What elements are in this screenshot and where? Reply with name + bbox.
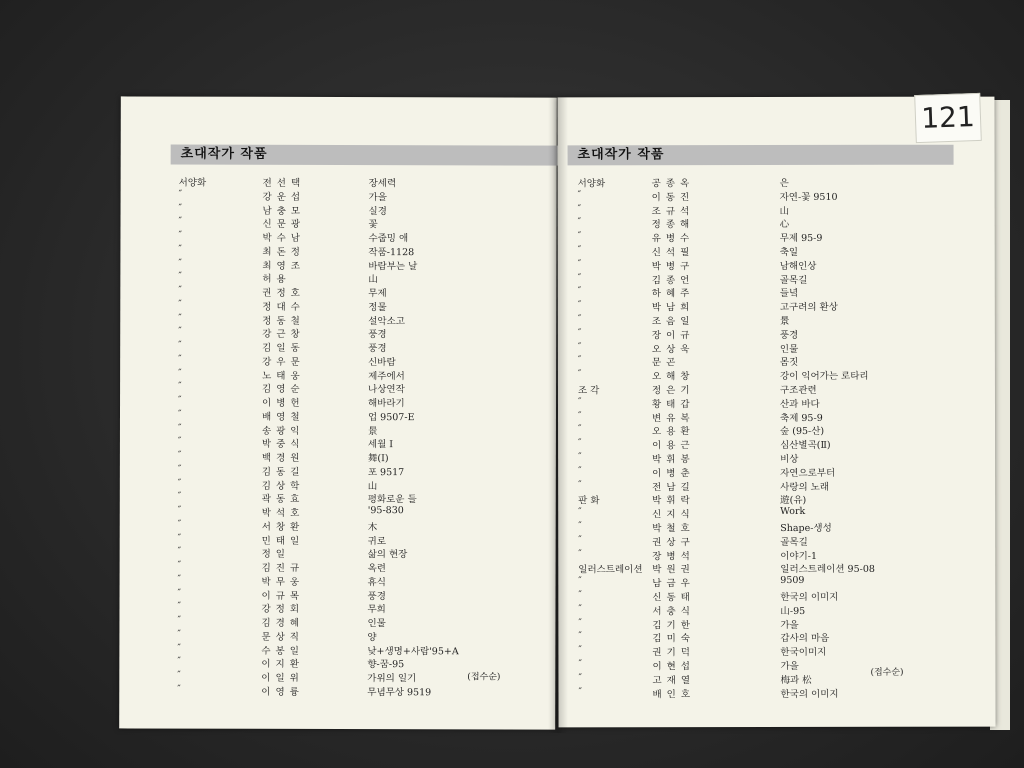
category-label: ″ xyxy=(177,504,182,516)
category-label: ″ xyxy=(577,396,582,408)
artist-name: 최영조 xyxy=(262,260,305,272)
artist-name: 박원권 xyxy=(652,564,695,576)
artist-name: 노태웅 xyxy=(262,370,305,382)
work-title: 무제 95-9 xyxy=(779,233,823,245)
category-label: ″ xyxy=(177,683,181,695)
artist-name: 김영순 xyxy=(262,384,305,396)
category-label: ″ xyxy=(177,435,182,447)
work-title: 휴식 xyxy=(367,576,386,588)
artist-name: 박무웅 xyxy=(261,576,305,588)
work-title: 업 9507-E xyxy=(367,411,415,423)
work-title: 자연으로부터 xyxy=(780,467,836,479)
work-title: 골목길 xyxy=(779,274,808,286)
artist-name: 정동철 xyxy=(262,315,305,327)
left-order-note: (접수순) xyxy=(467,672,501,683)
work-title: 풍경 xyxy=(368,329,387,341)
work-title: 숲 (95-산) xyxy=(780,426,825,438)
category-label: ″ xyxy=(178,312,182,324)
work-title: 무념무상 9519 xyxy=(367,686,432,698)
work-title: 遊(유) xyxy=(780,495,807,507)
work-title: 가을 xyxy=(368,191,387,203)
artist-name: 오해창 xyxy=(651,371,695,383)
left-page xyxy=(119,96,557,729)
category-label: ″ xyxy=(578,451,582,463)
artist-name: 이규목 xyxy=(261,590,305,602)
category-label: ″ xyxy=(177,573,182,585)
artist-name: 김진규 xyxy=(261,562,305,574)
right-page-header: 초대작가 작품 xyxy=(568,145,954,166)
category-label: ″ xyxy=(177,614,182,626)
category-label: ″ xyxy=(578,506,582,518)
artist-name: 김경혜 xyxy=(261,617,304,629)
category-label: ″ xyxy=(177,600,182,612)
artist-name: 신지식 xyxy=(652,509,695,521)
artist-name: 이병춘 xyxy=(652,467,695,480)
artist-name: 강우문 xyxy=(262,356,305,368)
artist-name: 박철호 xyxy=(652,523,695,535)
work-title: 해바라기 xyxy=(368,398,405,410)
artist-name: 문곤 xyxy=(651,357,681,369)
artist-name: 민태일 xyxy=(261,535,305,547)
category-label: ″ xyxy=(178,380,182,392)
artist-name: 허용 xyxy=(262,274,291,286)
artist-name: 정은기 xyxy=(651,385,695,397)
artist-name: 박석호 xyxy=(261,507,305,519)
work-title: 풍경 xyxy=(779,329,799,341)
work-title: 인물 xyxy=(367,618,386,630)
right-order-note: (접수순) xyxy=(870,667,904,678)
work-title: 꽃 xyxy=(368,219,378,231)
book-spine xyxy=(548,97,568,733)
work-title: 제주에서 xyxy=(368,370,405,382)
artist-name: 배인호 xyxy=(652,688,696,700)
category-label: 판 화 xyxy=(578,495,600,507)
work-title: 수줍밍 애 xyxy=(368,233,409,245)
category-label: ″ xyxy=(578,547,582,559)
category-label: ″ xyxy=(177,449,182,461)
work-title: 낮+생명+사람'95+A xyxy=(367,645,459,657)
artist-name: 권상구 xyxy=(652,536,695,549)
category-label: ″ xyxy=(577,258,582,270)
artist-name: 변유복 xyxy=(652,412,695,424)
artist-name: 박휘봉 xyxy=(652,454,695,466)
category-label: ″ xyxy=(178,243,183,255)
category-label: ″ xyxy=(178,339,182,351)
artist-name: 정대수 xyxy=(262,301,305,313)
work-title: 들녘 xyxy=(779,288,799,300)
category-label: ″ xyxy=(178,215,183,227)
artist-name: 신석필 xyxy=(651,247,695,259)
category-label: ″ xyxy=(578,478,582,490)
category-label: ″ xyxy=(177,545,182,557)
category-label: ″ xyxy=(178,270,182,282)
category-label: ″ xyxy=(577,189,582,201)
artist-name: 박수남 xyxy=(262,232,306,244)
category-label: ″ xyxy=(577,327,582,339)
artist-name: 이지환 xyxy=(261,659,304,671)
artist-name: 서창환 xyxy=(261,521,305,533)
category-label: ″ xyxy=(577,313,582,325)
category-label: ″ xyxy=(577,409,582,421)
work-title: 비상 xyxy=(780,453,799,465)
work-title: 이야기-1 xyxy=(780,550,818,562)
category-label: ″ xyxy=(177,422,182,434)
category-label: ″ xyxy=(578,534,582,546)
category-label: ″ xyxy=(578,575,582,587)
category-label: ″ xyxy=(177,408,182,420)
category-label: ″ xyxy=(578,423,582,435)
artist-name: 강정회 xyxy=(261,604,305,616)
category-label: ″ xyxy=(178,188,183,200)
left-page-header: 초대작가 작품 xyxy=(171,145,593,166)
category-label: 서양화 xyxy=(577,178,606,190)
artist-name: 문상직 xyxy=(261,631,304,643)
work-title: 양 xyxy=(367,631,377,643)
artist-name: 권정호 xyxy=(262,287,305,299)
category-label: ″ xyxy=(178,298,182,310)
category-label: ″ xyxy=(177,559,182,571)
artist-name: 전남길 xyxy=(652,481,695,493)
category-label: ″ xyxy=(578,603,582,615)
artist-name: 권기덕 xyxy=(652,647,695,659)
work-title: 포 9517 xyxy=(367,466,405,478)
work-title: 삶의 현장 xyxy=(367,549,408,561)
artist-name: 송광익 xyxy=(261,425,305,437)
artist-name: 김종언 xyxy=(651,274,695,286)
category-label: ″ xyxy=(577,285,582,297)
category-label: ″ xyxy=(177,463,182,475)
artist-name: 유병수 xyxy=(651,233,695,245)
work-title: 山 xyxy=(367,480,378,492)
artist-name: 남금우 xyxy=(652,578,695,590)
category-label: ″ xyxy=(577,368,582,380)
artist-name: 장병석 xyxy=(652,550,695,562)
artist-name: 박병구 xyxy=(651,260,695,273)
work-title: 강이 익어가는 로타리 xyxy=(779,371,869,383)
artist-name: 조규석 xyxy=(651,205,695,217)
work-title: 신바람 xyxy=(368,356,396,368)
artist-name: 신문광 xyxy=(262,219,306,231)
artist-name: 김일동 xyxy=(262,342,305,354)
work-title: 풍경 xyxy=(368,343,387,355)
category-label: ″ xyxy=(177,642,181,654)
category-label: ″ xyxy=(177,655,181,667)
work-title: 한국의 이미지 xyxy=(780,591,839,603)
work-title: 木 xyxy=(367,521,378,533)
work-title: 정물 xyxy=(368,301,387,313)
work-title: 한국이미지 xyxy=(780,647,827,659)
artist-name: 강근창 xyxy=(262,329,305,341)
category-label: ″ xyxy=(177,477,182,489)
artist-name: 김기한 xyxy=(652,619,695,631)
category-label: 조 각 xyxy=(577,385,600,397)
work-title: 축제 95-9 xyxy=(780,412,823,424)
work-title: 갑사의 마음 xyxy=(780,633,830,645)
category-label: ″ xyxy=(177,532,182,544)
artist-name: 이현섭 xyxy=(652,661,695,673)
artist-name: 이병헌 xyxy=(262,397,305,409)
work-title: 梅과 松 xyxy=(780,674,812,686)
artist-name: 서충식 xyxy=(652,605,695,618)
work-title: 나상연작 xyxy=(368,384,405,396)
category-label: ″ xyxy=(578,465,582,477)
category-label: ″ xyxy=(578,658,583,670)
work-title: 축일 xyxy=(779,246,799,258)
artist-name: 오용환 xyxy=(652,426,695,438)
page-number-sticker: 121 xyxy=(914,93,982,143)
work-title: 심산별곡(Ⅱ) xyxy=(780,440,831,452)
work-title: 골목길 xyxy=(780,536,808,548)
work-title: 고구려의 환상 xyxy=(779,302,838,314)
artist-name: 강운섭 xyxy=(262,191,306,203)
artist-name: 오상욱 xyxy=(651,343,695,355)
category-label: ″ xyxy=(578,630,582,642)
artist-name: 박남희 xyxy=(651,302,695,314)
artist-name: 공종옥 xyxy=(651,178,695,190)
work-title: '95-830 xyxy=(367,505,404,517)
category-label: ″ xyxy=(577,299,582,311)
artist-name: 이영륭 xyxy=(261,686,304,698)
work-title: 귀로 xyxy=(367,535,387,547)
work-title: 일러스트레이션 95-08 xyxy=(780,564,875,576)
work-title: 향-꿈-95 xyxy=(367,659,405,671)
work-title: 세월 Ⅰ xyxy=(367,439,394,451)
category-label: 일러스트레이션 xyxy=(578,564,643,576)
category-label: ″ xyxy=(177,669,181,681)
category-label: ″ xyxy=(578,616,582,628)
artist-name: 남충모 xyxy=(262,205,306,217)
work-title: 자연-꽃 9510 xyxy=(779,191,838,203)
category-label: ″ xyxy=(578,644,582,656)
artist-name: 전선택 xyxy=(262,177,306,189)
category-label: ″ xyxy=(178,353,182,365)
work-title: 景 xyxy=(367,425,378,437)
work-title: 무제 xyxy=(368,288,387,300)
artist-name: 정일 xyxy=(261,549,291,561)
category-label: ″ xyxy=(178,284,182,296)
work-title: Work xyxy=(780,506,806,518)
work-title: 9509 xyxy=(780,575,805,587)
category-label: ″ xyxy=(578,672,583,684)
work-title: 산과 바다 xyxy=(779,398,820,410)
category-label: 서양화 xyxy=(178,177,207,189)
artist-name: 정종해 xyxy=(651,219,695,231)
category-label: ″ xyxy=(578,685,583,697)
work-title: 山-95 xyxy=(780,605,806,617)
work-title: 바람부는 날 xyxy=(368,260,418,272)
work-title: 가을 xyxy=(780,619,799,631)
work-title: 평화로운 들 xyxy=(367,494,417,506)
category-label: ″ xyxy=(178,394,182,406)
artist-name: 황태갑 xyxy=(651,398,695,411)
category-label: ″ xyxy=(578,437,582,449)
category-label: ″ xyxy=(577,216,582,228)
category-label: ″ xyxy=(577,271,582,283)
artist-name: 이용근 xyxy=(652,440,695,452)
work-title: 몸짓 xyxy=(779,357,799,369)
artist-name: 수봉일 xyxy=(261,645,304,657)
work-title: 설악소고 xyxy=(368,315,405,327)
work-title: 心 xyxy=(779,219,790,231)
work-title: 한국의 이미지 xyxy=(780,688,839,700)
category-label: ″ xyxy=(577,202,582,214)
work-title: 실경 xyxy=(368,205,387,217)
work-title: 구조관련 xyxy=(779,384,817,396)
category-label: ″ xyxy=(178,367,182,379)
category-label: ″ xyxy=(177,628,181,640)
artist-name: 고재열 xyxy=(652,674,696,687)
artist-name: 김미숙 xyxy=(652,633,695,645)
artist-name: 조음일 xyxy=(651,316,695,328)
category-label: ″ xyxy=(577,354,582,366)
work-title: 舞(Ⅰ) xyxy=(367,453,389,465)
work-title: 남해인상 xyxy=(779,260,817,272)
work-title: 무희 xyxy=(367,604,386,616)
artist-name: 이일위 xyxy=(261,672,304,684)
artist-name: 김상학 xyxy=(261,480,305,492)
category-label: ″ xyxy=(577,244,582,256)
artist-name: 이동진 xyxy=(651,191,695,204)
work-title: 山 xyxy=(779,205,790,217)
work-title: 은 xyxy=(779,177,789,189)
category-label: ″ xyxy=(177,518,182,530)
work-title: 山 xyxy=(368,274,378,286)
category-label: ″ xyxy=(177,587,182,599)
work-title: 작품-1128 xyxy=(368,246,415,258)
category-label: ″ xyxy=(577,340,582,352)
category-label: ″ xyxy=(178,229,183,241)
artist-name: 배영철 xyxy=(261,411,305,423)
artist-name: 박휘락 xyxy=(652,495,695,507)
work-title: 가을 xyxy=(780,660,799,672)
artist-name: 하혜주 xyxy=(651,288,695,300)
artist-name: 김동길 xyxy=(261,466,305,478)
artist-name: 곽동효 xyxy=(261,494,305,506)
work-title: 장세력 xyxy=(368,178,397,190)
work-title: 풍경 xyxy=(367,590,386,602)
work-title: 景 xyxy=(779,315,790,327)
category-label: ″ xyxy=(578,589,582,601)
work-title: 옥련 xyxy=(367,563,386,575)
artist-name: 최돈정 xyxy=(262,246,305,258)
work-title: 인물 xyxy=(779,343,799,355)
right-page xyxy=(557,97,995,728)
artist-name: 백경원 xyxy=(261,452,305,464)
category-label: ″ xyxy=(177,490,182,502)
category-label: ″ xyxy=(178,202,183,214)
category-label: ″ xyxy=(577,230,582,242)
category-label: ″ xyxy=(178,257,182,269)
artist-name: 장이규 xyxy=(651,329,695,342)
work-title: Shape-생성 xyxy=(780,522,832,534)
category-label: ″ xyxy=(178,325,182,337)
category-label: ″ xyxy=(578,520,582,532)
work-title: 사랑의 노래 xyxy=(780,481,830,493)
artist-name: 신동태 xyxy=(652,592,695,604)
artist-name: 박중식 xyxy=(261,439,305,451)
work-title: 가위의 일기 xyxy=(367,673,417,685)
